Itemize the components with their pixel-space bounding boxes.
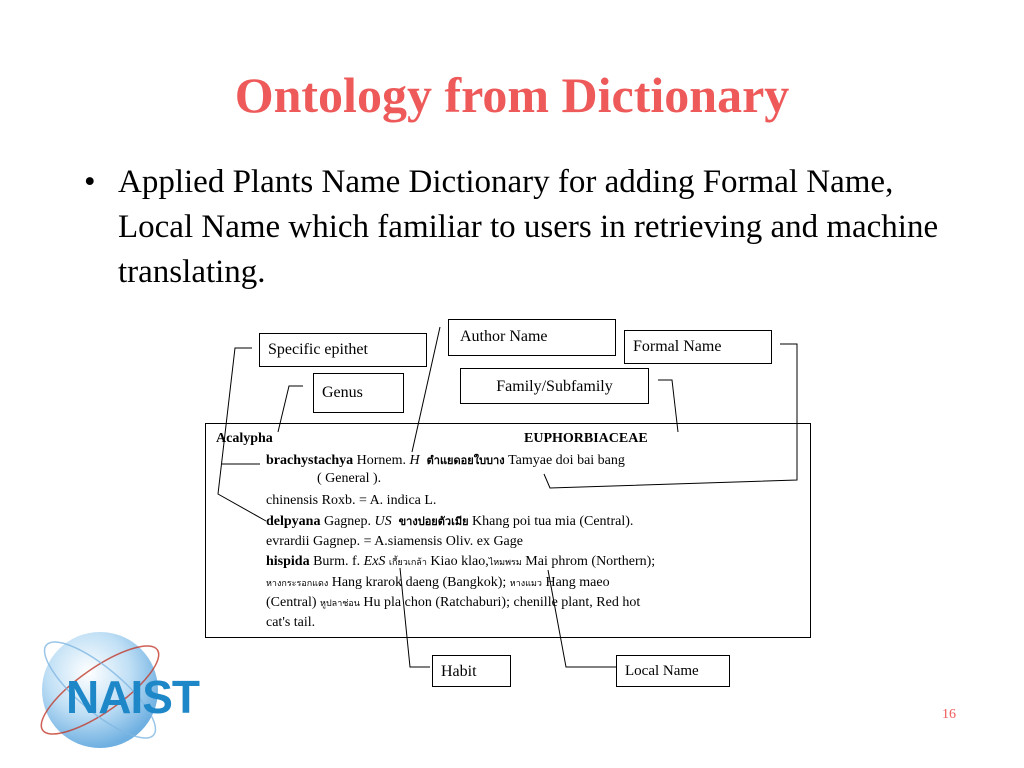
- thai-name: ขางปอยตัวเมีย: [398, 515, 469, 528]
- author: Hornem.: [353, 453, 410, 468]
- local-name: Hang maeo: [541, 575, 610, 590]
- label-genus: Genus: [313, 373, 404, 413]
- bullet-dot: •: [84, 164, 96, 200]
- entry-hispida-cont3: cat's tail.: [266, 615, 316, 630]
- habit: US: [374, 514, 392, 529]
- page-number: 16: [942, 707, 956, 722]
- local-name: Hu pla chon (Ratchaburi); chenille plant, Red hot: [359, 595, 641, 610]
- naist-logo: [18, 628, 228, 753]
- entry-hispida-cont2: [266, 594, 640, 613]
- author: Gagnep.: [320, 514, 375, 529]
- entry-delpyana: [266, 513, 633, 531]
- epithet: hispida: [266, 554, 310, 569]
- thai-name: หางแมว: [509, 579, 542, 589]
- entry-evrardii: evrardii Gagnep. = A.siamensis Oliv. ex Gage: [266, 534, 523, 549]
- label-formal-name: Formal Name: [624, 330, 772, 364]
- author: Burm. f.: [309, 554, 364, 569]
- label-specific-epithet: Specific epithet: [259, 333, 427, 367]
- slide-title: Ontology from Dictionary: [234, 67, 790, 123]
- thai-name: หางกระรอกแดง: [266, 579, 329, 589]
- local-name: Mai phrom (Northern);: [521, 554, 656, 569]
- region: (Central): [266, 595, 321, 610]
- entry-hispida: [266, 553, 655, 572]
- thai-name: หูปลาช่อน: [320, 599, 360, 609]
- thai-name: ตำแยดอยใบบาง: [426, 454, 505, 467]
- entry-region: ( General ).: [317, 471, 382, 486]
- label-habit: Habit: [432, 655, 511, 687]
- thai-name: ไหมพรม: [488, 558, 522, 568]
- dictionary-entry-box: [205, 423, 811, 638]
- entry-brachystachya: [266, 452, 625, 470]
- bullet-text: Applied Plants Name Dictionary for adding Formal Name, Local Name which familiar to users in retrieving and machine translating.: [118, 164, 939, 290]
- habit: H: [409, 453, 420, 468]
- local-name: Hang krarok daeng (Bangkok);: [328, 575, 510, 590]
- epithet: delpyana: [266, 514, 321, 529]
- habit: ExS: [363, 554, 386, 569]
- epithet: brachystachya: [266, 453, 354, 468]
- label-local-name: Local Name: [616, 655, 730, 687]
- local-name: Kiao klao,: [426, 554, 489, 569]
- thai-name: เกี้ยวเกล้า: [388, 558, 427, 568]
- label-family-subfamily: Family/Subfamily: [460, 368, 649, 404]
- local-name: Khang poi tua mia (Central).: [468, 514, 634, 529]
- entry-chinensis: chinensis Roxb. = A. indica L.: [266, 493, 437, 508]
- label-author-name: Author Name: [448, 319, 616, 356]
- family-name: EUPHORBIACEAE: [524, 431, 648, 446]
- local-name: Tamyae doi bai bang: [504, 453, 625, 468]
- logo-text: NAIST: [66, 671, 199, 723]
- entry-hispida-cont: [266, 574, 610, 593]
- genus-name: Acalypha: [216, 431, 273, 446]
